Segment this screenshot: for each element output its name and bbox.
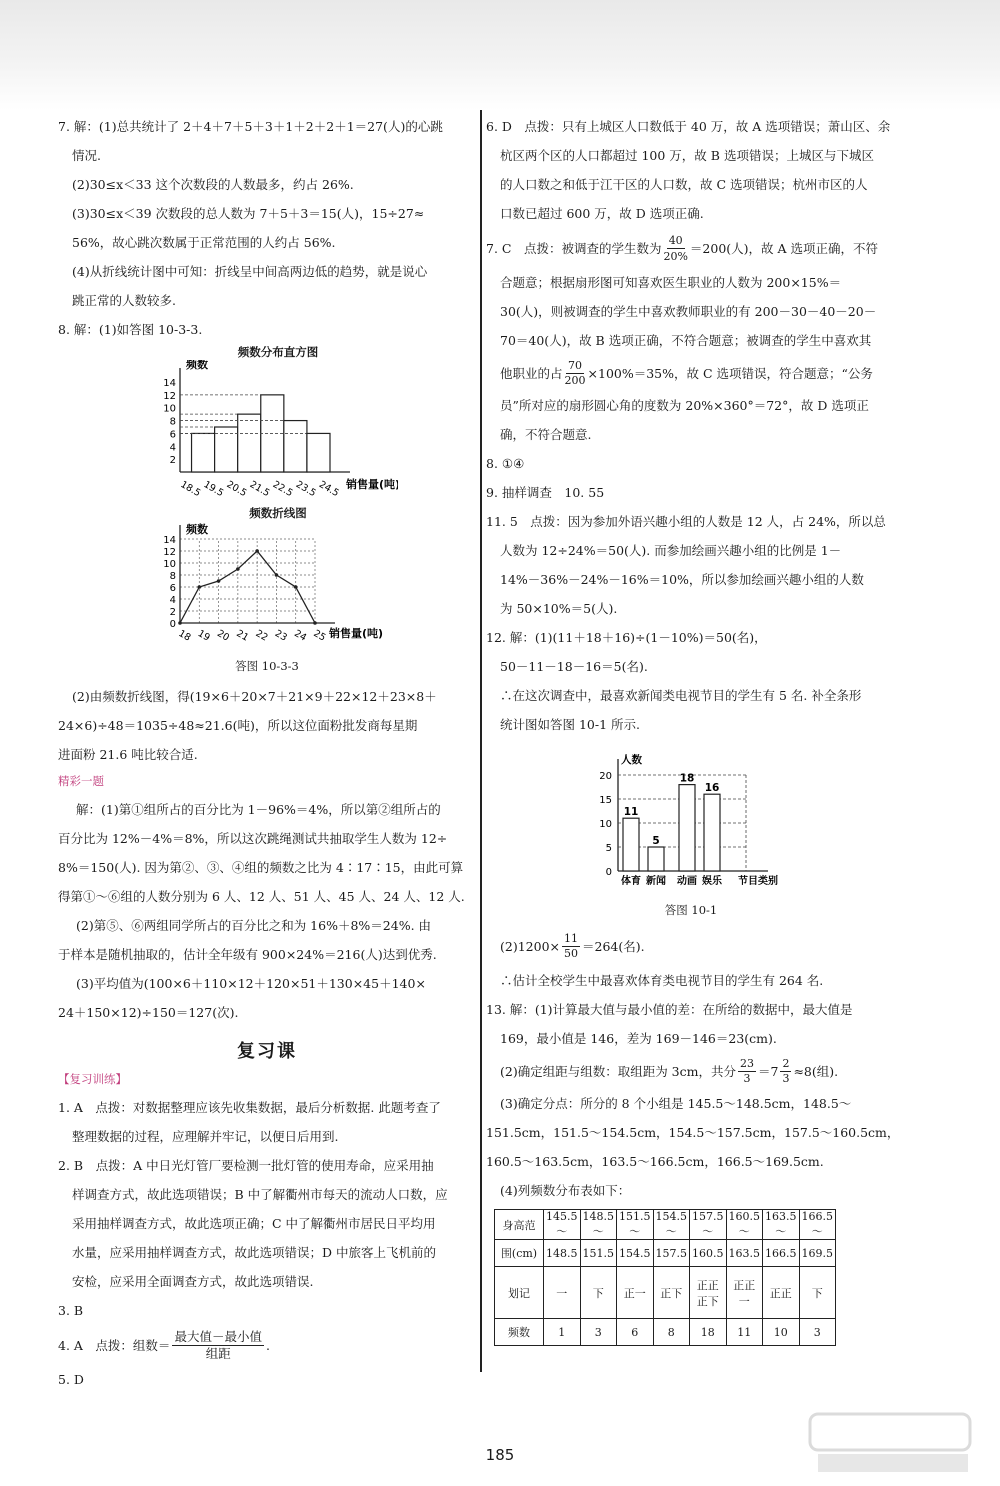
r-q13-num1: 23 <box>740 1056 754 1070</box>
table-cell: 3 <box>580 1319 617 1346</box>
frequency-table <box>494 1209 836 1346</box>
r-q12-line: 统计图如答图 10-1 所示. <box>500 717 641 732</box>
x-tick-label: 20.5 <box>224 479 249 500</box>
y-tick-label: 10 <box>599 819 612 830</box>
table-cell: 一 <box>544 1267 581 1319</box>
table-header-cell: 身高范 <box>495 1210 544 1240</box>
jingcai-line: 8%＝150(人). 因为第②、③、④组的频数之比为 4∶17∶15，由此可算 <box>58 860 464 875</box>
q4-post: . <box>265 1337 270 1353</box>
y-tick-label: 6 <box>169 583 176 594</box>
x-tick-label: 21.5 <box>247 479 272 500</box>
q4-numerator: 最大值－最小值 <box>174 1328 262 1344</box>
table-row <box>495 1319 836 1346</box>
table-cell: 3 <box>799 1319 836 1346</box>
r-q7-line <box>486 355 956 391</box>
x-tick-label: 体育 <box>621 876 641 887</box>
x-tick-label: 18 <box>176 628 193 644</box>
r-q12-line: ∴估计全校学生中最喜欢体育类电视节目的学生有 264 名. <box>500 973 824 988</box>
x-tick-label: 19.5 <box>201 479 226 500</box>
x-tick-label: 24 <box>292 628 309 644</box>
jingcai-line: 24＋150×12)÷150＝127(次). <box>58 1005 239 1020</box>
y-tick-label: 2 <box>169 607 176 618</box>
r-q7-line: 员”所对应的扇形圆心角的度数为 20%×360°＝72°，故 D 选项正 <box>500 398 869 413</box>
table-cell: 11 <box>726 1319 763 1346</box>
y-axis-label: 人数 <box>621 754 642 766</box>
data-label: 11 <box>623 806 639 819</box>
data-label: 5 <box>652 835 660 847</box>
histogram-bar <box>192 433 215 472</box>
r-q12-fraction <box>562 932 580 961</box>
y-axis-label: 频数 <box>186 523 208 536</box>
table-cell: 154.5 <box>617 1240 654 1267</box>
jingcai-line: (3)平均值为(100×6＋110×12＋120×51＋130×45＋140× <box>76 976 426 991</box>
table-cell: 151.5 <box>580 1240 617 1267</box>
r-q6-line: 口数已超过 600 万，故 D 选项正确. <box>500 206 704 221</box>
table-cell: 下 <box>580 1267 617 1319</box>
data-point <box>178 621 182 625</box>
r-q13-num2: 2 <box>782 1056 790 1070</box>
chart-caption: 答图 10-3-3 <box>235 659 299 673</box>
right-column <box>486 112 956 1346</box>
histogram-bar <box>307 433 330 472</box>
table-cell: 正正 正下 <box>690 1267 727 1319</box>
page-top-shade <box>0 0 1000 110</box>
r-q13-line: 169，最小值是 146，差为 169－146＝23(cm). <box>500 1031 777 1046</box>
histogram-title: 频数分布直方图 <box>237 345 319 359</box>
x-tick-label: 24.5 <box>316 479 341 500</box>
y-tick-label: 10 <box>163 403 176 415</box>
table-cell: 154.5～ <box>653 1210 690 1240</box>
y-tick-label: 4 <box>169 442 176 454</box>
table-cell: 148.5～ <box>580 1210 617 1240</box>
bar <box>648 847 664 871</box>
table-cell: 151.5～ <box>617 1210 654 1240</box>
r-q12-line <box>486 926 956 966</box>
y-tick-label: 8 <box>169 416 176 428</box>
q2-line: 水量，应采用抽样调查方式，故此选项错误；D 中旅客上飞机前的 <box>72 1245 436 1260</box>
q2-line: 采用抽样调查方式，故此选项正确；C 中了解衢州市居民日平均用 <box>72 1216 436 1231</box>
r-q7-line <box>486 228 956 268</box>
table-header-cell: 频数 <box>495 1319 544 1346</box>
x-tick-label: 动画 <box>677 876 697 887</box>
r-q12-line: 50－11－18－16＝5(名). <box>500 659 648 674</box>
x-tick-label: 21 <box>234 628 251 644</box>
r-q7-line: 确，不符合题意. <box>500 427 592 442</box>
histogram-chart <box>158 360 398 500</box>
q2-line: 安检，应采用全面调查方式，故此选项错误. <box>72 1274 314 1289</box>
r-q13-mid: ＝7 <box>758 1064 779 1079</box>
table-cell: 下 <box>799 1267 836 1319</box>
q1-line: 1. A 点拨：对数据整理应该先收集数据，最后分析数据. 此题考查了 <box>58 1100 441 1115</box>
r-q13-l3pre: (2)确定组距与组数：取组距为 3cm，共分 <box>500 1064 736 1079</box>
r-q7-den: 20% <box>663 249 688 263</box>
r-q12-num: 11 <box>564 931 578 945</box>
bar <box>679 785 695 871</box>
y-tick-label: 8 <box>169 571 176 582</box>
y-tick-label: 0 <box>169 619 176 630</box>
r-q12-p2post: ＝264(名). <box>582 939 645 954</box>
r-q7-fraction2 <box>565 359 586 388</box>
column-divider <box>480 110 482 1372</box>
r-q13-l3post: ≈8(组). <box>793 1064 839 1079</box>
table-header-cell: 划记 <box>495 1267 544 1319</box>
q4-denominator: 组距 <box>205 1345 231 1361</box>
y-tick-label: 6 <box>169 429 176 441</box>
r-q7-line: 30(人)，则被调查的学生中喜欢教师职业的有 200－30－40－20－ <box>500 304 877 319</box>
r-q13-line: (3)确定分点：所分的 8 个小组是 145.5～148.5cm，148.5～ <box>500 1096 852 1111</box>
r-q7-pre: 7. C 点拨：被调查的学生数为 <box>486 241 662 256</box>
table-cell: 正正 <box>763 1267 800 1319</box>
data-point <box>313 621 317 625</box>
r-q8-line: 8. ①④ <box>486 456 525 471</box>
table-row <box>495 1267 836 1319</box>
table-cell: 163.5 <box>726 1240 763 1267</box>
r-q13-line: (4)列频数分布表如下： <box>500 1183 631 1198</box>
y-tick-label: 0 <box>605 867 612 878</box>
left-column <box>58 112 476 1394</box>
table-cell: 1 <box>544 1319 581 1346</box>
y-axis-label: 频数 <box>186 360 208 371</box>
y-tick-label: 14 <box>163 535 176 546</box>
q7-line: (3)30≤x＜39 次数段的总人数为 7＋5＋3＝15(人)，15÷27≈ <box>72 206 425 221</box>
x-tick-label: 22.5 <box>270 479 295 500</box>
r-q13-line: 151.5cm，151.5～154.5cm，154.5～157.5cm，157.5～160.5cm， <box>486 1125 900 1140</box>
frequency-polygon-chart <box>158 521 398 649</box>
r-q7-num2: 70 <box>568 358 583 372</box>
r-q7-den2: 200 <box>564 373 586 387</box>
data-point <box>217 579 221 583</box>
y-tick-label: 20 <box>599 771 612 782</box>
q4-line <box>58 1325 476 1365</box>
data-label: 16 <box>704 782 720 795</box>
x-tick-label: 18.5 <box>178 479 203 500</box>
page-number: 185 <box>485 1446 515 1464</box>
r-q6-line: 的人口数之和低于江干区的人口数，故 C 选项错误；杭州市区的人 <box>500 177 868 192</box>
jingcai-line: 百分比为 12%－4%＝8%，所以这次跳绳测试共抽取学生人数为 12÷ <box>58 831 448 846</box>
r-q12-line: ∴在这次调查中，最喜欢新闻类电视节目的学生有 5 名. 补全条形 <box>500 688 862 703</box>
r-q6-line: 杭区两个区的人口都超过 100 万，故 B 选项错误；上城区与下城区 <box>500 148 874 163</box>
r-q7-line: 70＝40(人)，故 B 选项正确，不符合题意；被调查的学生中喜欢其 <box>500 333 872 348</box>
r-q13-line: 13. 解：(1)计算最大值与最小值的差：在所给的数据中，最大值是 <box>486 1002 853 1017</box>
histogram-block <box>158 344 398 503</box>
r-q7-fraction <box>663 233 687 264</box>
q3-line: 3. B <box>58 1303 84 1318</box>
jingcai-line: 得第①～⑥组的人数分别为 6 人、12 人、51 人、45 人、24 人、12 人. <box>58 889 465 904</box>
data-point <box>255 549 259 553</box>
histogram-bar <box>284 421 307 472</box>
data-point <box>197 585 201 589</box>
table-cell: 正一 <box>617 1267 654 1319</box>
r-q13-den1: 3 <box>743 1071 751 1085</box>
bar-chart-caption: 答图 10-1 <box>664 903 718 917</box>
y-tick-label: 5 <box>605 843 612 854</box>
r-q13-fraction1 <box>738 1057 756 1086</box>
x-tick-label: 25 <box>311 628 328 644</box>
tv-program-bar-chart <box>586 743 826 893</box>
x-tick-label: 19 <box>195 628 212 644</box>
y-tick-label: 10 <box>163 559 176 570</box>
r-q11-line: 11. 5 点拨：因为参加外语兴趣小组的人数是 12 人，占 24%，所以总 <box>486 514 886 529</box>
q1-line: 整理数据的过程，应理解并牢记，以便日后用到. <box>72 1129 339 1144</box>
y-tick-label: 2 <box>169 455 176 467</box>
jingcai-line: (2)第⑤、⑥两组同学所占的百分比之和为 16%＋8%＝24%. 由 <box>76 918 432 933</box>
table-cell: 157.5～ <box>690 1210 727 1240</box>
polygon-block <box>158 505 398 652</box>
r-q13-den2: 3 <box>782 1071 790 1085</box>
r-q7-post: ＝200(人)，故 A 选项正确，不符 <box>689 241 879 256</box>
r-q12-den: 50 <box>564 946 578 960</box>
x-axis-label: 节目类别 <box>738 876 778 887</box>
table-cell: 169.5 <box>799 1240 836 1267</box>
q8-line: 进面粉 21.6 吨比较合适. <box>58 747 198 762</box>
q7-line: (4)从折线统计图中可知：折线呈中间高两边低的趋势，就是说心 <box>72 264 428 279</box>
table-cell: 145.5～ <box>544 1210 581 1240</box>
histogram-bar <box>238 414 261 472</box>
x-tick-label: 20 <box>215 628 232 644</box>
jingcai-heading: 精彩一题 <box>58 774 104 788</box>
bar-chart-block <box>586 743 826 896</box>
r-q7-line: 合题意；根据扇形图可知喜欢医生职业的人数为 200×15%＝ <box>500 275 842 290</box>
y-tick-label: 12 <box>163 390 176 402</box>
q2-line: 样调查方式，故此选项错误；B 中了解衢州市每天的流动人口数，应 <box>72 1187 448 1202</box>
q8-line: 8. 解：(1)如答图 10-3-3. <box>58 322 203 337</box>
r-q13-line: 160.5～163.5cm，163.5～166.5cm，166.5～169.5cm. <box>486 1154 824 1169</box>
q7-line: 7. 解：(1)总共统计了 2＋4＋7＋5＋3＋1＋2＋2＋1＝27(人)的心跳 <box>58 119 443 134</box>
r-q7-l5post: ×100%＝35%，故 C 选项错误，符合题意；“公务 <box>587 366 873 381</box>
table-cell: 157.5 <box>653 1240 690 1267</box>
q4-fraction <box>172 1329 264 1362</box>
q8-line: (2)由频数折线图，得(19×6＋20×7＋21×9＋22×12＋23×8＋ <box>72 689 437 704</box>
r-q6-line: 6. D 点拨：只有上城区人口数低于 40 万，故 A 选项错误；萧山区、余 <box>486 119 891 134</box>
table-cell: 148.5 <box>544 1240 581 1267</box>
table-cell: 160.5～ <box>726 1210 763 1240</box>
r-q9-line: 9. 抽样调查 10. 55 <box>486 485 605 500</box>
r-q12-p2pre: (2)1200× <box>500 938 560 954</box>
polygon-title: 频数折线图 <box>249 506 307 520</box>
table-cell: 166.5～ <box>799 1210 836 1240</box>
x-tick-label: 新闻 <box>646 876 666 887</box>
bar <box>704 794 720 871</box>
q4-pre: 4. A 点拨：组数＝ <box>58 1338 171 1353</box>
r-q7-l5pre: 他职业的占 <box>500 366 563 381</box>
x-tick-label: 23.5 <box>293 479 318 500</box>
r-q11-line: 为 50×10%＝5(人). <box>500 601 618 616</box>
table-cell: 8 <box>653 1319 690 1346</box>
r-q13-fraction2 <box>780 1057 791 1086</box>
review-heading: 【复习训练】 <box>58 1072 127 1086</box>
r-q11-line: 人数为 12÷24%＝50(人). 而参加绘画兴趣小组的比例是 1－ <box>500 543 842 558</box>
table-cell: 6 <box>617 1319 654 1346</box>
table-cell: 正下 <box>653 1267 690 1319</box>
q7-line: (2)30≤x＜33 这个次数段的人数最多，约占 26%. <box>72 177 354 192</box>
table-cell: 166.5 <box>763 1240 800 1267</box>
jingcai-line: 解：(1)第①组所占的百分比为 1－96%＝4%，所以第②组所占的 <box>76 802 441 817</box>
x-tick-label: 23 <box>272 628 289 644</box>
table-row <box>495 1240 836 1267</box>
q7-line: 情况. <box>72 148 101 163</box>
x-tick-label: 娱乐 <box>702 876 722 887</box>
y-tick-label: 15 <box>599 795 612 806</box>
jingcai-line: 于样本是随机抽取的，估计全年级有 900×24%＝216(人)达到优秀. <box>58 947 437 962</box>
q8-line: 24×6)÷48＝1035÷48≈21.6(吨)，所以这位面粉批发商每星期 <box>58 718 418 733</box>
q5-line: 5. D <box>58 1372 84 1387</box>
r-q13-line <box>486 1053 956 1089</box>
q2-line: 2. B 点拨：A 中日光灯管厂要检测一批灯管的使用寿命，应采用抽 <box>58 1158 434 1173</box>
q7-line: 跳正常的人数较多. <box>72 293 176 308</box>
data-point <box>236 567 240 571</box>
table-cell: 18 <box>690 1319 727 1346</box>
data-point <box>294 585 298 589</box>
watermark-logo <box>808 1410 978 1476</box>
r-q12-line: 12. 解：(1)(11＋18＋16)÷(1－10%)＝50(名)， <box>486 630 767 645</box>
x-axis-label: 销售量(吨) <box>346 478 398 491</box>
r-q7-num: 40 <box>668 233 683 247</box>
data-point <box>275 573 279 577</box>
x-axis-label: 销售量(吨) <box>329 627 384 640</box>
x-tick-label: 22 <box>253 628 270 644</box>
r-q11-line: 14%－36%－24%－16%＝10%，所以参加绘画兴趣小组的人数 <box>500 572 864 587</box>
table-row <box>495 1210 836 1240</box>
q7-line: 56%，故心跳次数属于正常范围的人约占 56%. <box>72 235 336 250</box>
y-tick-label: 12 <box>163 547 176 558</box>
review-title: 复习课 <box>237 1041 297 1062</box>
table-cell: 正正一 <box>726 1267 763 1319</box>
y-tick-label: 14 <box>163 378 176 389</box>
bar <box>623 818 639 871</box>
table-cell: 160.5 <box>690 1240 727 1267</box>
y-tick-label: 4 <box>169 595 176 606</box>
table-cell: 163.5～ <box>763 1210 800 1240</box>
table-cell: 10 <box>763 1319 800 1346</box>
data-label: 18 <box>679 772 695 785</box>
table-header-cell: 围(cm) <box>495 1240 544 1267</box>
